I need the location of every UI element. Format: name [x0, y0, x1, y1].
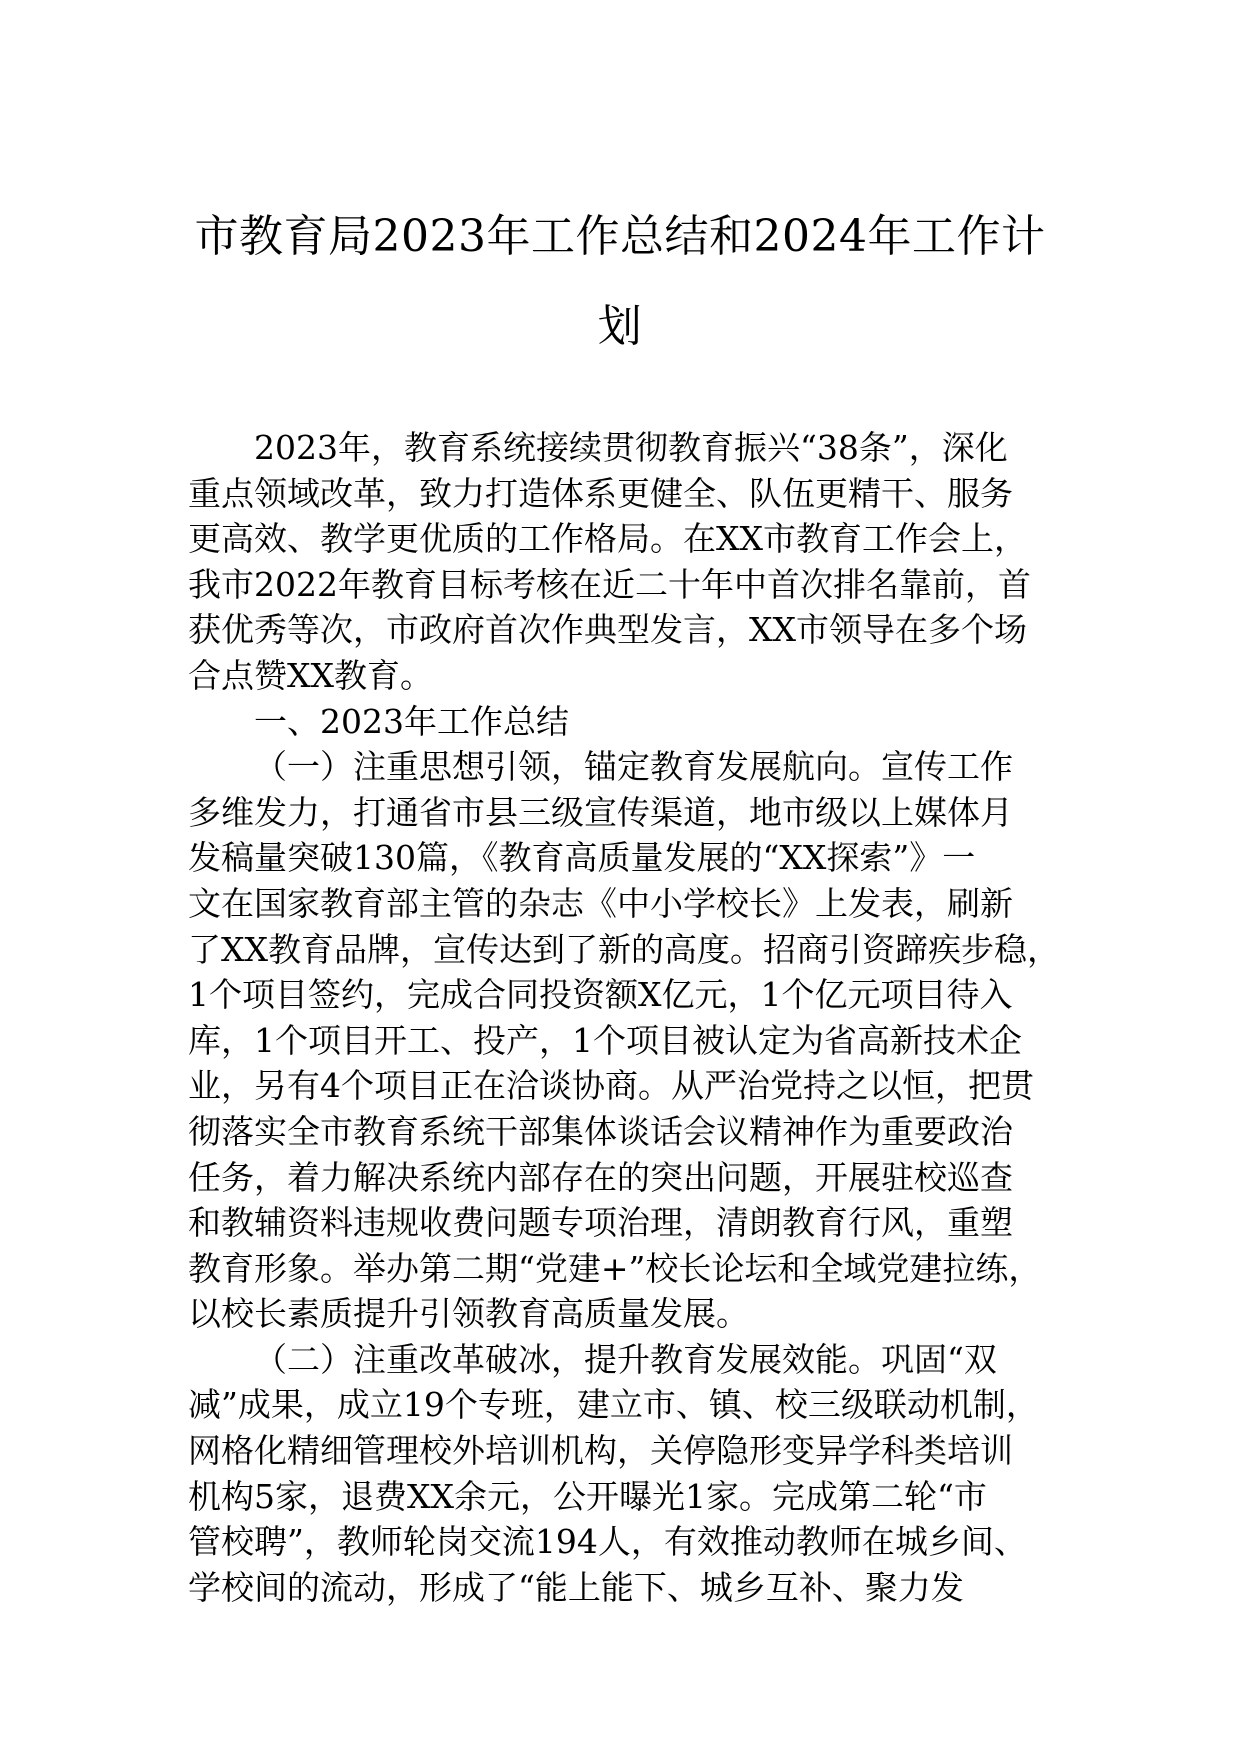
title-line-1: 市教育局2023年工作总结和2024年工作计: [194, 211, 1046, 262]
paragraph-1-line: 彻落实全市教育系统干部集体谈话会议精神作为重要政治: [188, 1111, 1013, 1151]
paragraph-2-line: 学校间的流动，形成了“能上能下、城乡互补、聚力发: [188, 1567, 964, 1607]
paragraph-intro-line: 获优秀等次，市政府首次作典型发言，XX市领导在多个场: [188, 610, 1027, 650]
paragraph-intro-line: 2023年，教育系统接续贯彻教育振兴“38条”，深化: [254, 428, 1008, 467]
paragraph-1-line: 教育形象。举办第二期“党建+”校长论坛和全域党建拉练，: [188, 1248, 1042, 1288]
paragraph-intro-line: 我市2022年教育目标考核在近二十年中首次排名靠前，首: [188, 564, 1031, 604]
paragraph-1-line: 了XX教育品牌，宣传达到了新的高度。招商引资蹄疾步稳，: [188, 929, 1060, 969]
document-body: [188, 425, 1058, 1610]
paragraph-1-line: 以校长素质提升引领教育高质量发展。: [188, 1294, 749, 1334]
paragraph-2-line: 管校聘”，教师轮岗交流194人，有效推动教师在城乡间、: [188, 1522, 1027, 1562]
paragraph-1-line: （一）注重思想引领，锚定教育发展航向。宣传工作: [254, 747, 1013, 787]
paragraph-1-line: 任务，着力解决系统内部存在的突出问题，开展驻校巡查: [188, 1157, 1013, 1197]
section-heading: 一、2023年工作总结: [254, 701, 569, 741]
paragraph-2-line: 机构5家，退费XX余元，公开曝光1家。完成第二轮“市: [188, 1476, 987, 1516]
paragraph-1-line: 和教辅资料违规收费问题专项治理，清朗教育行风，重塑: [188, 1203, 1013, 1243]
paragraph-1-line: 发稿量突破130篇，《教育高质量发展的“XX探索”》一: [188, 838, 976, 878]
document-title: [160, 192, 1080, 372]
paragraph-1-line: 库，1个项目开工、投产，1个项目被认定为省高新技术企: [188, 1020, 1022, 1060]
paragraph-intro-line: 更高效、教学更优质的工作格局。在XX市教育工作会上，: [188, 519, 1027, 559]
paragraph-intro-line: 合点赞XX教育。: [188, 655, 433, 695]
paragraph-2-line: 减”成果，成立19个专班，建立市、镇、校三级联动机制，: [188, 1385, 1039, 1425]
paragraph-1-line: 1个项目签约，完成合同投资额X亿元，1个亿元项目待入: [188, 975, 1013, 1015]
paragraph-2-line: 网格化精细管理校外培训机构，关停隐形变异学科类培训: [188, 1431, 1013, 1471]
paragraph-intro-line: 重点领域改革，致力打造体系更健全、队伍更精干、服务: [188, 473, 1013, 513]
paragraph-2-line: （二）注重改革破冰，提升教育发展效能。巩固“双: [254, 1339, 997, 1379]
paragraph-1-line: 业，另有4个项目正在洽谈协商。从严治党持之以恒，把贯: [188, 1066, 1034, 1106]
paragraph-1-line: 文在国家教育部主管的杂志《中小学校长》上发表，刷新: [188, 883, 1013, 923]
paragraph-1-line: 多维发力，打通省市县三级宣传渠道，地市级以上媒体月: [188, 792, 1013, 832]
title-line-2: 划: [597, 301, 643, 352]
